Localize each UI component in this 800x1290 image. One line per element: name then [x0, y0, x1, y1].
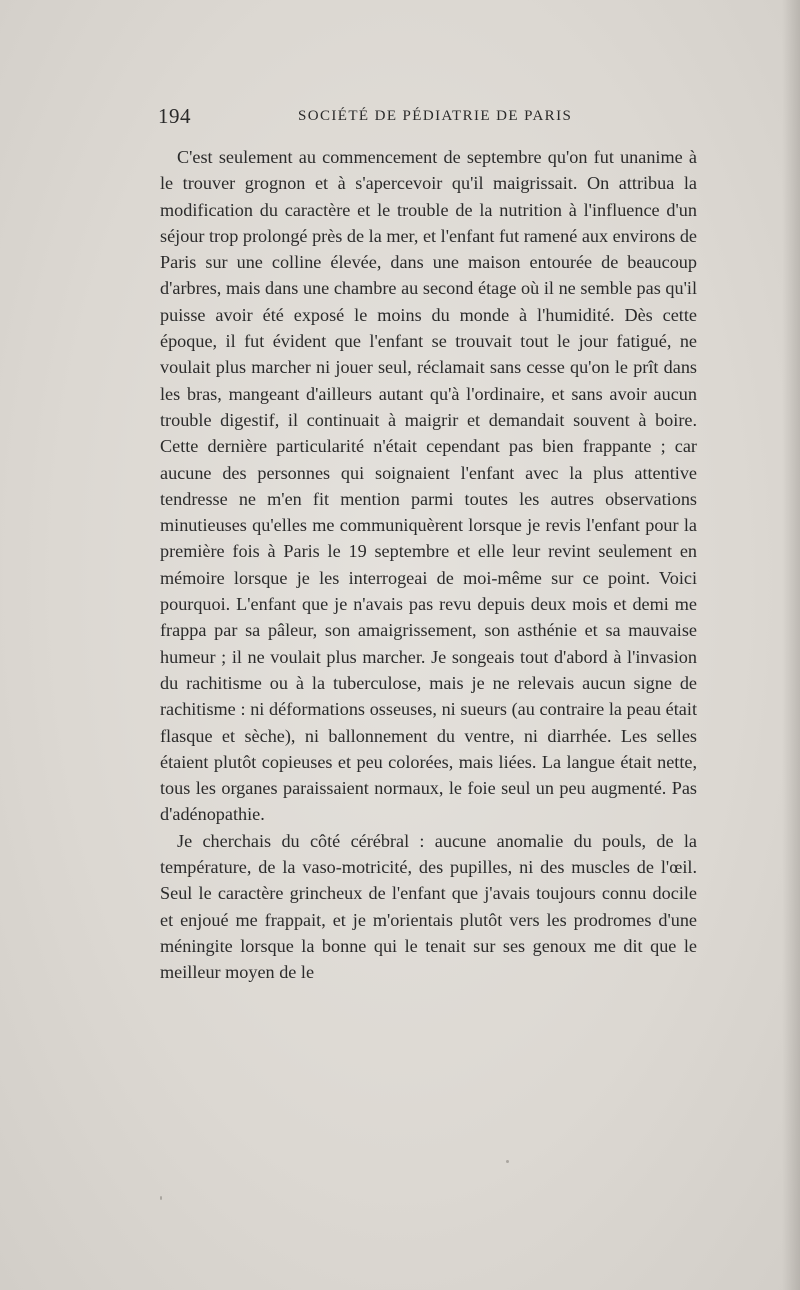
running-title: SOCIÉTÉ DE PÉDIATRIE DE PARIS [298, 108, 573, 124]
page-edge-shadow [782, 0, 800, 1290]
page-number: 194 [158, 104, 191, 128]
body-text [160, 144, 697, 986]
running-header [158, 104, 698, 132]
paragraph-1: C'est seulement au commencement de septembre qu'on fut unanime à le trouver grognon et à s'apercevoir qu'il maigrissait. On attribua la modification du caractère et le trouble de la nutrition à l'influence d'un séjour trop prolongé près de la mer, et l'enfant fut ramené aux environs de Paris sur une colline élevée, dans une maison entourée de beaucoup d'arbres, mais dans une chambre au second étage où il ne semble pas qu'il puisse avoir été exposé le moins du monde à l'humidité. Dès cette époque, il fut évident que l'enfant se trouvait tout le jour fatigué, ne voulait plus marcher ni jouer seul, réclamait sans cesse qu'on le prît dans les bras, mangeant d'ailleurs autant qu'à l'ordinaire, et sans avoir aucun trouble digestif, il continuait à maigrir et demandait souvent à boire. Cette dernière particularité n'était cependant pas bien frappante ; car aucune des personnes qui soignaient l'enfant avec la plus attentive tendresse ne m'en fit mention parmi toutes les autres observations minutieuses qu'elles me communiquèrent lorsque je revis l'enfant pour la première fois à Paris le 19 septembre et elle leur revint seulement en mémoire lorsque je les interrogeai de moi-même sur ce point. Voici pourquoi. L'enfant que je n'avais pas revu depuis deux mois et demi me frappa par sa pâleur, son amaigrissement, son asthénie et sa mauvaise humeur ; il ne voulait plus marcher. Je songeais tout d'abord à l'invasion du rachitisme ou à la tuberculose, mais je ne relevais aucun signe de rachitisme : ni déformations osseuses, ni sueurs (au contraire la peau était flasque et sèche), ni ballonnement du ventre, ni diarrhée. Les selles étaient plutôt copieuses et peu colorées, mais liées. La langue était nette, tous les organes paraissaient normaux, le foie seul un peu augmenté. Pas d'adénopathie. [160, 147, 697, 825]
paper-speck [506, 1160, 509, 1163]
paper-speck [160, 1196, 162, 1200]
paragraph-2: Je cherchais du côté cérébral : aucune anomalie du pouls, de la température, de la vaso-motricité, des pupilles, ni des muscles de l'œil. Seul le caractère grincheux de l'enfant que j'avais toujours connu docile et enjoué me frappait, et je m'orientais plutôt vers les prodromes d'une méningite lorsque la bonne qui le tenait sur ses genoux me dit que le meilleur moyen de le [160, 830, 697, 983]
